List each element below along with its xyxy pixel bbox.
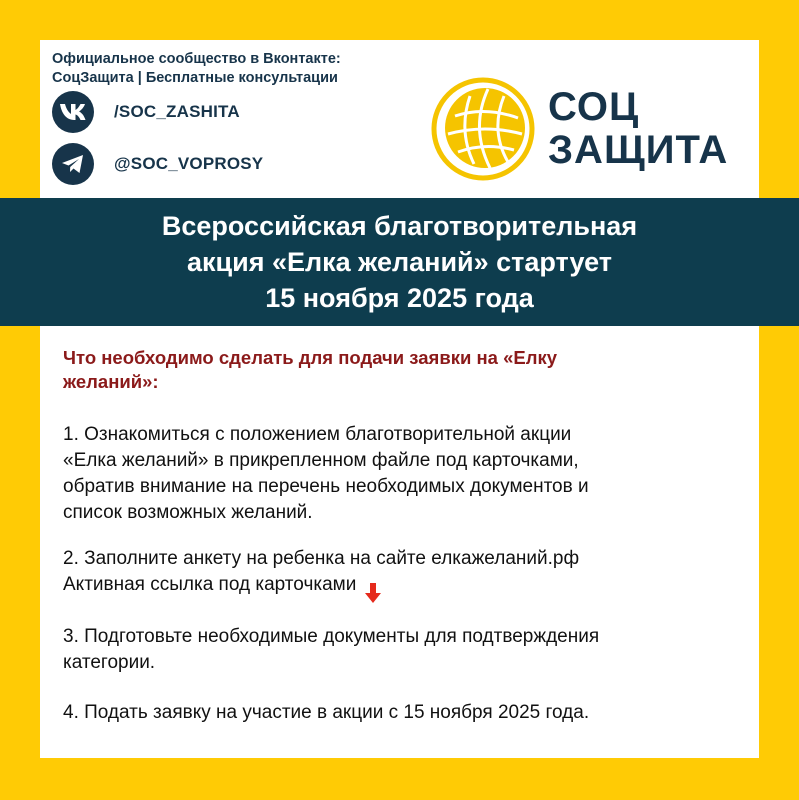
step-1-line: обратив внимание на перечень необходимых документов и <box>63 476 589 497</box>
vk-icon <box>52 91 94 133</box>
step-2-link-line <box>63 572 753 598</box>
step-3-line: 3. Подготовьте необходимые документы для подтверждения <box>63 626 600 647</box>
banner-line1: Всероссийская благотворительная <box>161 211 638 241</box>
announcement-banner <box>0 198 799 326</box>
community-title <box>52 50 432 88</box>
logo-wordmark <box>548 86 728 172</box>
step-1-line: «Елка желаний» в прикрепленном файле под карточками, <box>63 450 579 471</box>
step-1 <box>63 422 753 526</box>
community-title-line1: Официальное сообщество в Вконтакте: <box>52 51 341 67</box>
step-3-line: категории. <box>63 652 156 673</box>
telegram-handle: @SOC_VOPROSY <box>114 154 264 173</box>
banner-line2: акция «Елка желаний» стартует <box>186 247 612 277</box>
instructions-card <box>40 326 759 758</box>
soczashita-logo <box>430 76 728 182</box>
vk-link[interactable] <box>52 91 240 133</box>
step-4-line: 4. Подать заявку на участие в акции с 15 ноября 2025 года. <box>63 702 590 723</box>
logo-line1: СОЦ <box>548 85 640 129</box>
active-link-note: Активная ссылка под карточками <box>63 574 357 595</box>
heading-line1: Что необходимо сделать для подачи заявки на «Елку <box>63 347 557 368</box>
banner-line3: 15 ноября 2025 года <box>265 283 534 313</box>
step-2-line: 2. Заполните анкету на ребенка на сайте елкажеланий.рф <box>63 548 580 569</box>
step-1-line: 1. Ознакомиться с положением благотворительной акции <box>63 424 572 445</box>
red-down-arrow-icon <box>364 582 382 604</box>
vk-handle: /SOC_ZASHITA <box>114 102 240 121</box>
step-3 <box>63 624 753 676</box>
step-2 <box>63 546 753 598</box>
heading-line2: желаний»: <box>63 371 159 392</box>
telegram-icon <box>52 143 94 185</box>
telegram-link[interactable] <box>52 143 263 185</box>
instructions-heading <box>63 346 723 394</box>
step-4 <box>63 700 753 726</box>
step-1-line: список возможных желаний. <box>63 502 313 523</box>
header-card <box>40 40 759 198</box>
community-title-line2: СоцЗащита | Бесплатные консультации <box>52 70 338 86</box>
globe-icon <box>430 76 536 182</box>
logo-line2: ЗАЩИТА <box>548 128 729 172</box>
